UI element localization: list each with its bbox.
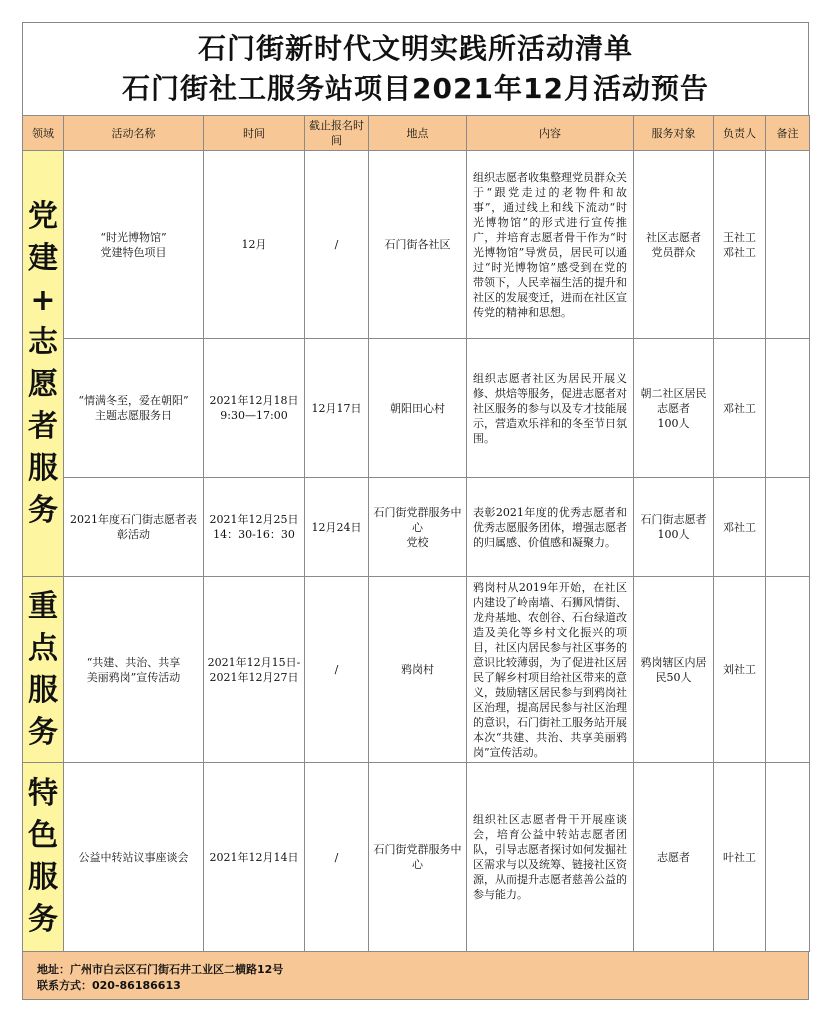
footer-contact <box>22 952 809 1000</box>
domain-char: 建 <box>28 240 58 276</box>
domain-char: 服 <box>28 860 58 895</box>
domain-char: 志 <box>28 324 58 360</box>
activity-location: 石门街党群服务中心 党校 <box>369 478 467 577</box>
activity-owner: 邓社工 <box>714 478 766 577</box>
domain-char: 点 <box>28 630 58 666</box>
domain-char: + <box>30 282 56 318</box>
activity-content: 组织志愿者社区为居民开展义修、烘焙等服务，促进志愿者对社区服务的参与以及专才技能展示，营造欢乐祥和的冬至节日氛围。 <box>467 339 634 478</box>
domain-char: 愿 <box>28 366 58 402</box>
activity-deadline: / <box>305 577 369 763</box>
activity-owner: 叶社工 <box>714 763 766 952</box>
activity-note <box>766 478 810 577</box>
activity-target: 石门街志愿者 100人 <box>634 478 714 577</box>
activity-target: 朝二社区居民 志愿者 100人 <box>634 339 714 478</box>
domain-cell-party-volunteer <box>23 151 64 577</box>
col-header-target: 服务对象 <box>634 116 714 151</box>
activity-note <box>766 151 810 339</box>
table-row <box>23 339 810 478</box>
activity-owner: 王社工 邓社工 <box>714 151 766 339</box>
activity-time: 2021年12月14日 <box>204 763 305 952</box>
activity-sheet <box>22 22 809 1002</box>
col-header-time: 时间 <box>204 116 305 151</box>
col-header-deadline: 截止报名时间 <box>305 116 369 151</box>
sub-title: 石门街社工服务站项目2021年12月活动预告 <box>122 72 709 105</box>
activity-note <box>766 339 810 478</box>
activity-location: 朝阳田心村 <box>369 339 467 478</box>
activity-name: “时光博物馆” 党建特色项目 <box>64 151 204 339</box>
activity-name: “情满冬至，爱在朝阳” 主题志愿服务日 <box>64 339 204 478</box>
table-row <box>23 151 810 339</box>
table-row <box>23 763 810 952</box>
domain-char: 者 <box>28 408 58 444</box>
col-header-note: 备注 <box>766 116 810 151</box>
main-title: 石门街新时代文明实践所活动清单 <box>197 32 633 65</box>
activity-deadline: / <box>305 763 369 952</box>
activity-time: 2021年12月15日- 2021年12月27日 <box>204 577 305 763</box>
activity-location: 鸦岗村 <box>369 577 467 763</box>
activity-deadline: 12月17日 <box>305 339 369 478</box>
activity-target: 社区志愿者 党员群众 <box>634 151 714 339</box>
activity-location: 石门街各社区 <box>369 151 467 339</box>
activity-note <box>766 577 810 763</box>
activity-content: 组织社区志愿者骨干开展座谈会，培育公益中转站志愿者团队，引导志愿者探讨如何发掘社区需求与以及统筹、链接社区资源，从而提升志愿者慈善公益的参与能力。 <box>467 763 634 952</box>
col-header-location: 地点 <box>369 116 467 151</box>
domain-char: 务 <box>28 902 58 937</box>
domain-char: 色 <box>28 818 58 853</box>
domain-char: 特 <box>28 776 58 811</box>
header-row <box>23 116 810 151</box>
domain-cell-key-service <box>23 577 64 763</box>
col-header-name: 活动名称 <box>64 116 204 151</box>
activity-note <box>766 763 810 952</box>
activity-content: 表彰2021年度的优秀志愿者和优秀志愿服务团体，增强志愿者的归属感、价值感和凝聚力。 <box>467 478 634 577</box>
activity-name: “共建、共治、共享 美丽鸦岗”宣传活动 <box>64 577 204 763</box>
activity-target: 志愿者 <box>634 763 714 952</box>
title-block <box>22 22 809 115</box>
table-row <box>23 478 810 577</box>
activity-target: 鸦岗辖区内居民50人 <box>634 577 714 763</box>
table-row <box>23 577 810 763</box>
activity-location: 石门街党群服务中心 <box>369 763 467 952</box>
col-header-content: 内容 <box>467 116 634 151</box>
activity-table <box>22 115 810 952</box>
footer-phone: 联系方式：020-86186613 <box>37 979 181 992</box>
domain-char: 重 <box>28 588 58 624</box>
domain-char: 党 <box>28 198 58 234</box>
activity-time: 2021年12月25日 14：30-16：30 <box>204 478 305 577</box>
domain-char: 服 <box>28 450 58 486</box>
activity-time: 2021年12月18日 9:30—17:00 <box>204 339 305 478</box>
activity-time: 12月 <box>204 151 305 339</box>
activity-content: 组织志愿者收集整理党员群众关于“跟党走过的老物件和故事”，通过线上和线下流动“时光博物馆”的形式进行宣传推广，并培育志愿者骨干作为“时光博物馆”导赏员，居民可以通过“时光博物馆”感受到在党的带领下，人民幸福生活的提升和社区的发展变迁，进而在社区宣传党的精神和思想。 <box>467 151 634 339</box>
activity-owner: 邓社工 <box>714 339 766 478</box>
col-header-domain: 领域 <box>23 116 64 151</box>
activity-owner: 刘社工 <box>714 577 766 763</box>
domain-char: 服 <box>28 672 58 708</box>
activity-content: 鸦岗村从2019年开始，在社区内建设了岭南墙、石狮风情街、龙舟基地、农创谷、石台绿道改造及美化等乡村文化振兴的项目，社区内居民参与社区事务的意识比较薄弱，为了促进社区居民了解乡村项目给社区带来的意义，鼓励辖区居民参与到鸦岗社区治理，提高居民参与社区治理的意识，石门街社工服务站开展本次“共建、共治、共享美丽鸦岗”宣传活动。 <box>467 577 634 763</box>
domain-cell-featured-service <box>23 763 64 952</box>
domain-char: 务 <box>28 492 58 528</box>
activity-deadline: / <box>305 151 369 339</box>
activity-deadline: 12月24日 <box>305 478 369 577</box>
activity-name: 公益中转站议事座谈会 <box>64 763 204 952</box>
footer-address: 地址：广州市白云区石门街石井工业区二横路12号 <box>37 963 284 976</box>
activity-name: 2021年度石门街志愿者表彰活动 <box>64 478 204 577</box>
col-header-owner: 负责人 <box>714 116 766 151</box>
domain-char: 务 <box>28 714 58 750</box>
